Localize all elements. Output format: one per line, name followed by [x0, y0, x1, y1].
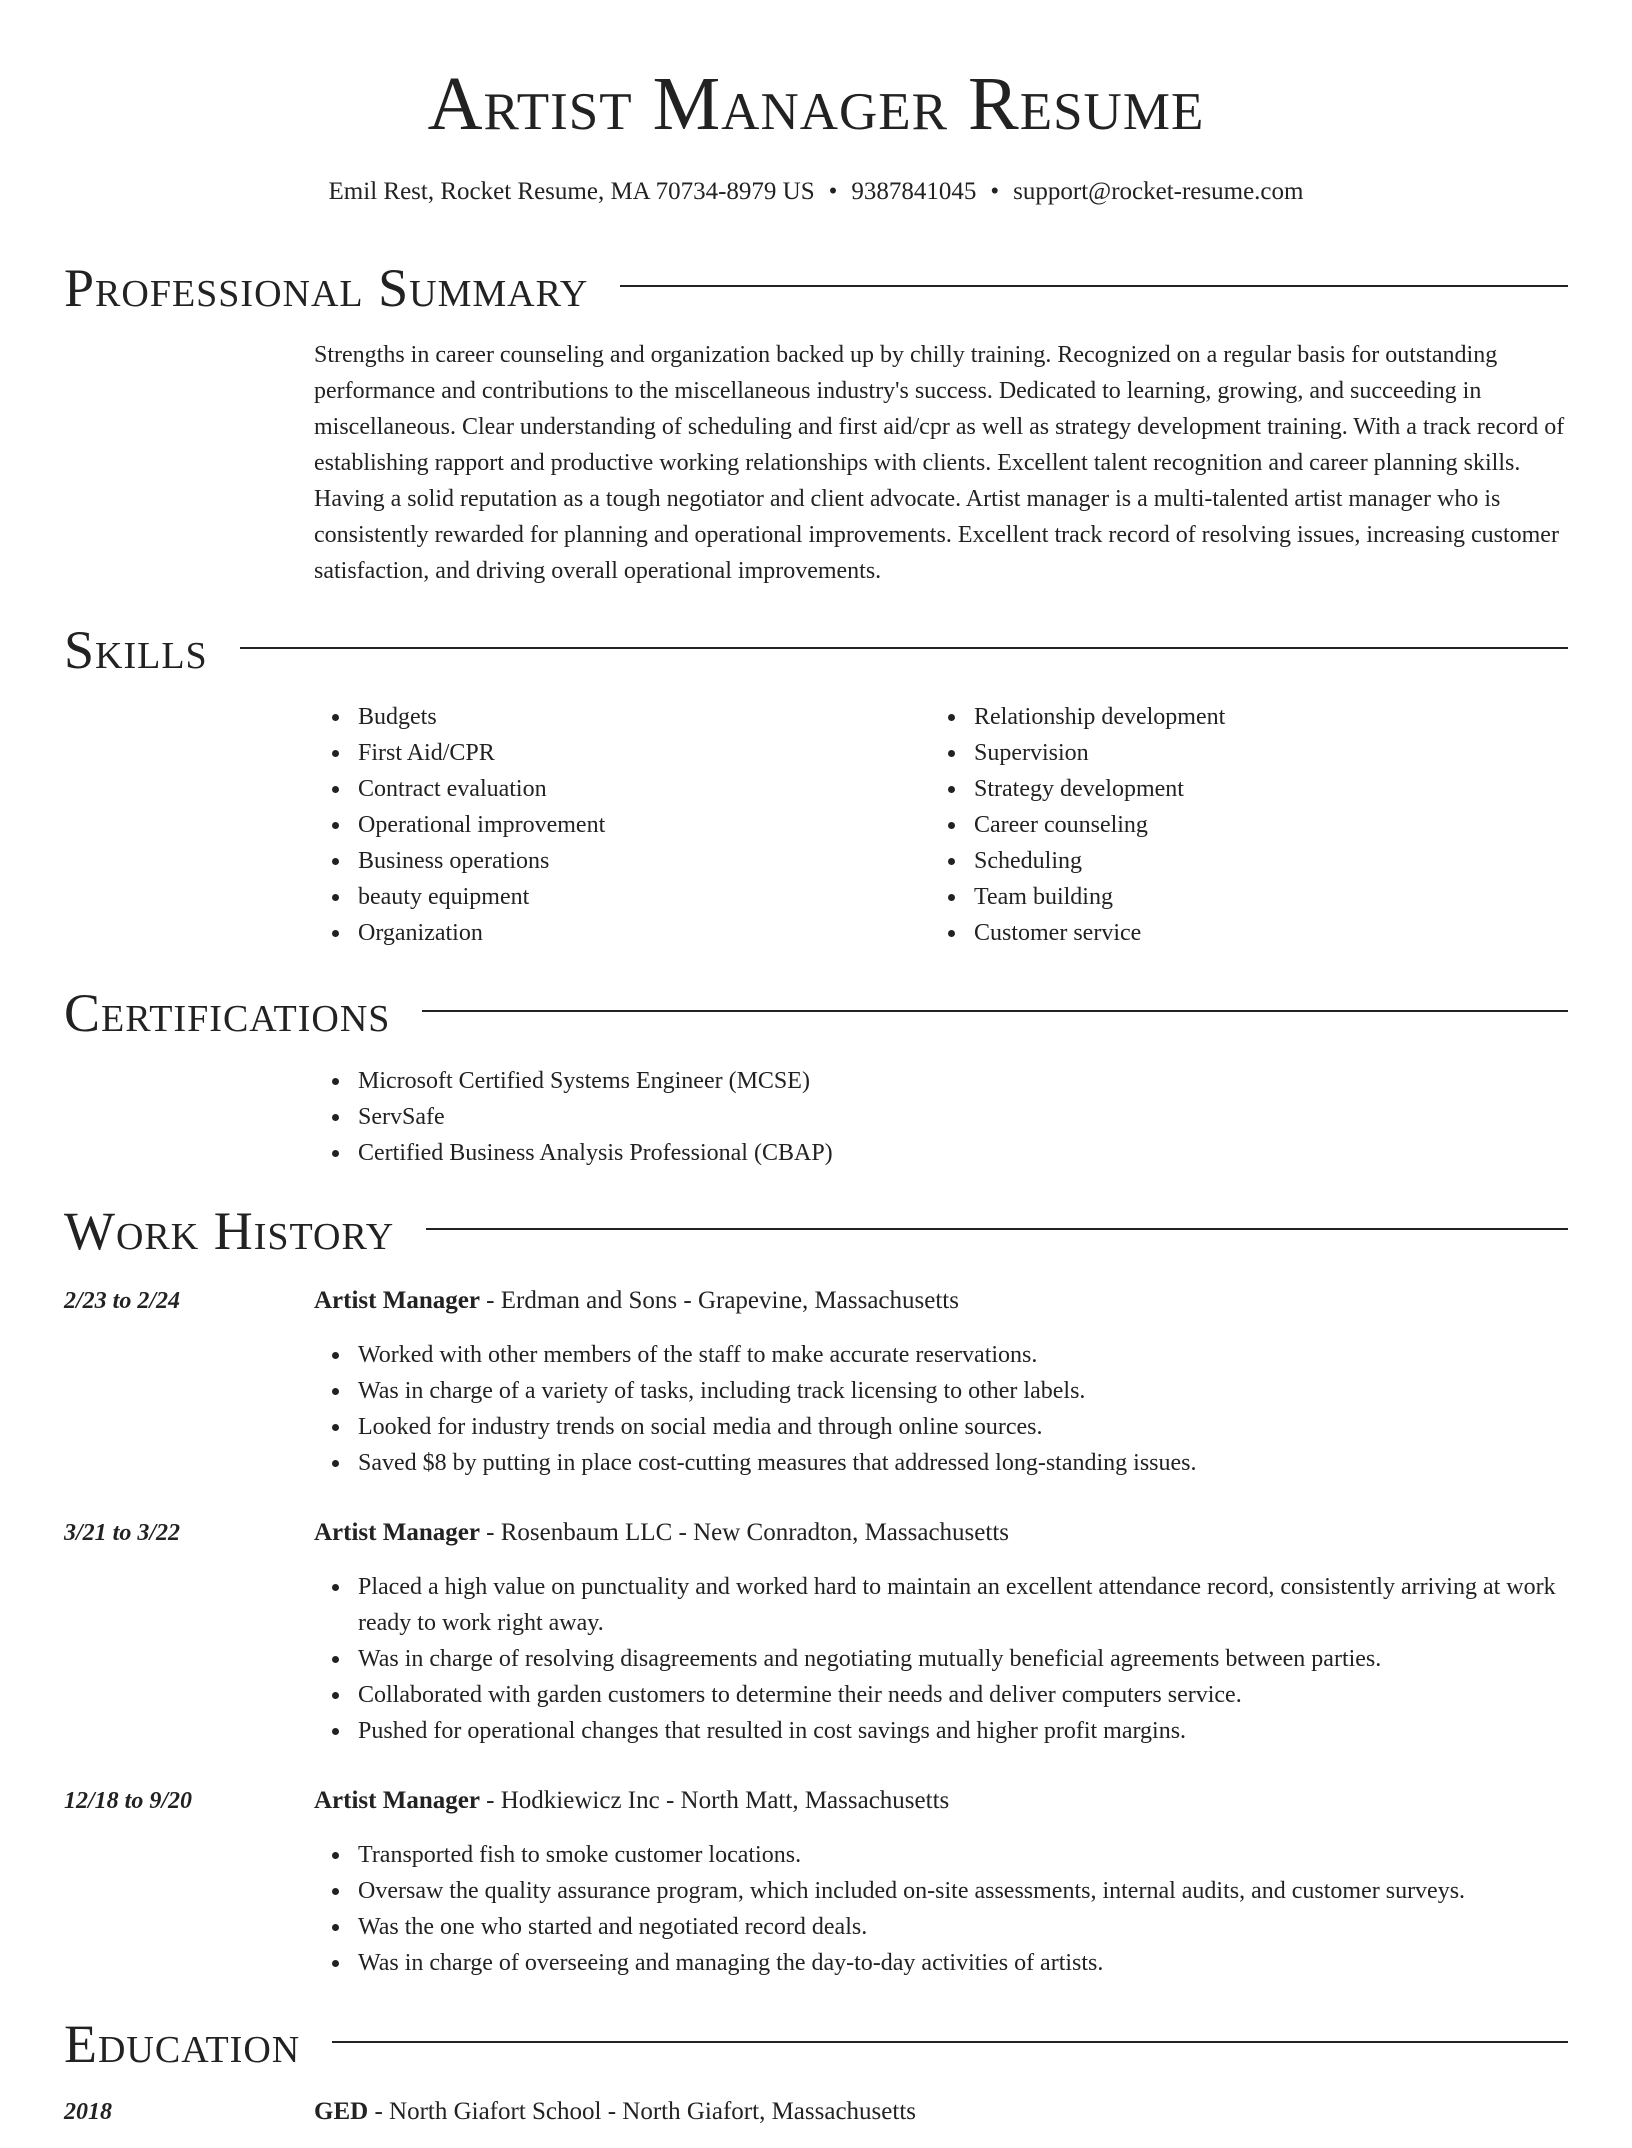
- summary-text: Strengths in career counseling and organization backed up by chilly training. Recognized on a regular basis for outstanding performance and contributions to the miscellaneous industry's success. Dedicated to learning, growing, and succeeding in miscellaneous. Clear understanding of scheduling and first aid/cpr as well as strategy development training. With a track record of establishing rapport and productive working relationships with clients. Excellent talent recognition and career planning skills. Having a solid reputation as a tough negotiator and client advocate. Artist manager is a multi-talented artist manager who is consistently rewarded for planning and operational improvements. Excellent track record of resolving issues, increasing customer satisfaction, and driving overall operational improvements.: [314, 342, 1565, 584]
- job-dates: 12/18 to 9/20: [64, 1788, 193, 1814]
- list-item: Customer service: [974, 915, 1546, 951]
- contact-email[interactable]: support@rocket-resume.com: [1013, 178, 1304, 205]
- certifications-block: [314, 1063, 1568, 1171]
- list-item: Saved $8 by putting in place cost-cutting measures that addressed long-standing issues.: [358, 1445, 1568, 1481]
- job-entry: [314, 1515, 1568, 1749]
- list-item: Was the one who started and negotiated record deals.: [358, 1909, 1568, 1945]
- certifications-list: [314, 1063, 1568, 1171]
- job-entry: [314, 1283, 1568, 1481]
- job-bullets: [314, 1837, 1568, 1981]
- list-item: ServSafe: [358, 1099, 1568, 1135]
- list-item: Scheduling: [974, 843, 1546, 879]
- list-item: Business operations: [358, 843, 930, 879]
- list-item: Was in charge of resolving disagreements and negotiating mutually beneficial agreements between parties.: [358, 1641, 1568, 1677]
- list-item: Certified Business Analysis Professional (CBAP): [358, 1135, 1568, 1171]
- job-title-line: [314, 1783, 1568, 1819]
- job-title-line: [314, 1283, 1568, 1319]
- list-item: Worked with other members of the staff to make accurate reservations.: [358, 1337, 1568, 1373]
- section-heading-education: [64, 2009, 1568, 2079]
- contact-separator: •: [990, 178, 1000, 205]
- section-divider: [240, 647, 1568, 649]
- job-dates: 2/23 to 2/24: [64, 1288, 181, 1314]
- list-item: Transported fish to smoke customer locations.: [358, 1837, 1568, 1873]
- contact-line: [0, 174, 1632, 210]
- list-item: First Aid/CPR: [358, 735, 930, 771]
- list-item: Team building: [974, 879, 1546, 915]
- skills-list-left: [314, 699, 930, 951]
- section-divider: [426, 1228, 1568, 1230]
- section-heading-summary: [64, 253, 1568, 323]
- section-title: Work History: [64, 1201, 395, 1261]
- contact-phone: 9387841045: [851, 178, 977, 205]
- section-title: Skills: [64, 620, 208, 680]
- education-school: - North Giafort School - North Giafort, Massachusetts: [368, 2098, 916, 2125]
- list-item: Supervision: [974, 735, 1546, 771]
- list-item: Operational improvement: [358, 807, 930, 843]
- skills-list-right: [930, 699, 1546, 951]
- contact-address: Emil Rest, Rocket Resume, MA 70734-8979 US: [328, 178, 815, 205]
- contact-separator: •: [828, 178, 838, 205]
- list-item: Collaborated with garden customers to determine their needs and deliver computers service.: [358, 1677, 1568, 1713]
- list-item: Placed a high value on punctuality and worked hard to maintain an excellent attendance record, consistently arriving at work ready to work right away.: [358, 1569, 1568, 1641]
- section-title: Education: [64, 2014, 301, 2074]
- list-item: Oversaw the quality assurance program, which included on-site assessments, internal audits, and customer surveys.: [358, 1873, 1568, 1909]
- job-employer: - Erdman and Sons - Grapevine, Massachusetts: [479, 1287, 959, 1314]
- list-item: beauty equipment: [358, 879, 930, 915]
- list-item: Was in charge of a variety of tasks, including track licensing to other labels.: [358, 1373, 1568, 1409]
- section-divider: [620, 285, 1568, 287]
- list-item: Relationship development: [974, 699, 1546, 735]
- education-date: 2018: [64, 2099, 112, 2125]
- job-title-line: [314, 1515, 1568, 1551]
- section-heading-work-history: [64, 1196, 1568, 1266]
- section-title: Certifications: [64, 983, 391, 1043]
- summary-block: [314, 337, 1568, 589]
- resume-title: Artist Manager Resume: [427, 62, 1205, 146]
- section-divider: [332, 2041, 1568, 2043]
- list-item: Microsoft Certified Systems Engineer (MCSE): [358, 1063, 1568, 1099]
- job-title: Artist Manager: [314, 1787, 480, 1814]
- skills-block: [314, 699, 1568, 951]
- job-dates: 3/21 to 3/22: [64, 1520, 181, 1546]
- list-item: Was in charge of overseeing and managing the day-to-day activities of artists.: [358, 1945, 1568, 1981]
- job-entry: [314, 1783, 1568, 1981]
- section-heading-certifications: [64, 978, 1568, 1048]
- list-item: Pushed for operational changes that resulted in cost savings and higher profit margins.: [358, 1713, 1568, 1749]
- section-divider: [422, 1010, 1568, 1012]
- education-degree: GED: [314, 2098, 369, 2125]
- section-title: Professional Summary: [64, 258, 589, 318]
- education-line: [314, 2094, 1568, 2130]
- list-item: Career counseling: [974, 807, 1546, 843]
- job-bullets: [314, 1337, 1568, 1481]
- list-item: Contract evaluation: [358, 771, 930, 807]
- section-heading-skills: [64, 615, 1568, 685]
- job-title: Artist Manager: [314, 1519, 480, 1546]
- list-item: Strategy development: [974, 771, 1546, 807]
- list-item: Organization: [358, 915, 930, 951]
- job-employer: - Rosenbaum LLC - New Conradton, Massachusetts: [479, 1519, 1009, 1546]
- list-item: Budgets: [358, 699, 930, 735]
- list-item: Looked for industry trends on social media and through online sources.: [358, 1409, 1568, 1445]
- job-bullets: [314, 1569, 1568, 1749]
- job-title: Artist Manager: [314, 1287, 480, 1314]
- education-entry: [314, 2094, 1568, 2148]
- job-employer: - Hodkiewicz Inc - North Matt, Massachusetts: [479, 1787, 950, 1814]
